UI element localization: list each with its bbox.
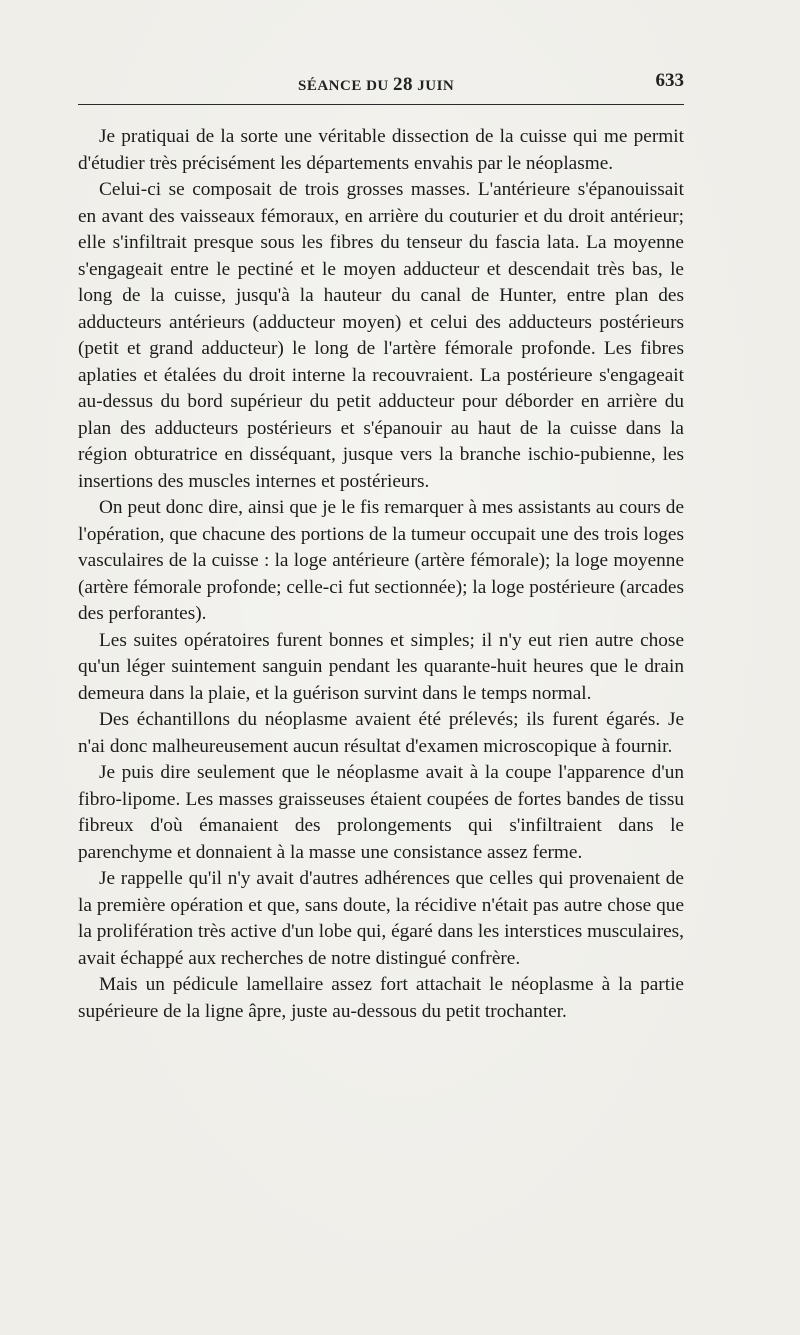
paragraph-1: Je pratiquai de la sorte une véritable dissection de la cuisse qui me permit d'étudier très précisément les départements envahis par le néoplasme. <box>78 126 684 174</box>
title-suffix: JUIN <box>413 78 455 94</box>
paragraph-2: Celui-ci se composait de trois grosses masses. L'antérieure s'épanouissait en avant des vaisseaux fémoraux, en arrière du couturier et du droit antérieur; elle s'infiltrait presque sous les fibres du tenseur du fascia lata. La moyenne s'engageait entre le pectiné et le moyen adducteur et descendait très bas, le long de la cuisse, jusqu'à la hauteur du canal de Hunter, entre plan des adducteurs antérieurs (adducteur moyen) et celui des adducteurs postérieurs (petit et grand adducteur) le long de l'artère fémorale profonde. Les fibres aplaties et étalées du droit interne la recouvraient. La postérieure s'engageait au-dessus du bord supérieur du petit adducteur pour déborder en arrière du plan des adducteurs postérieurs et s'épanouir au haut de la cuisse dans la région obturatrice en disséquant, jusque vers la branche ischio-pubienne, les insertions des muscles internes et postérieurs. <box>78 179 684 492</box>
body-text <box>78 124 684 1025</box>
paragraph-7: Je rappelle qu'il n'y avait d'autres adhérences que celles qui provenaient de la première opération et que, sans doute, la récidive n'était pas autre chose que la prolifération très active d'un lobe qui, égaré dans les interstices musculaires, avait échappé aux recherches de notre distingué confrère. <box>78 868 684 969</box>
title-prefix: SÉANCE DU <box>298 78 394 94</box>
running-head-title <box>298 74 454 96</box>
paragraph-4: Les suites opératoires furent bonnes et simples; il n'y eut rien autre chose qu'un léger suintement sanguin pendant les quarante-huit heures que le drain demeura dans la plaie, et la guérison survint dans le temps normal. <box>78 629 684 704</box>
page-number: 633 <box>655 70 684 91</box>
title-day: 28 <box>393 74 414 95</box>
paragraph-6: Je puis dire seulement que le néoplasme avait à la coupe l'apparence d'un fibro-lipome. Les masses graisseuses étaient coupées de fortes bandes de tissu fibreux d'où émanaient des prolongements qui s'infiltraient dans le parenchyme et donnaient à la masse une consistance assez ferme. <box>78 762 684 863</box>
running-head <box>78 66 684 96</box>
paragraph-3: On peut donc dire, ainsi que je le fis remarquer à mes assistants au cours de l'opération, que chacune des portions de la tumeur occupait une des trois loges vasculaires de la cuisse : la loge antérieure (artère fémorale); la loge moyenne (artère fémorale profonde; celle-ci fut sectionnée); la loge postérieure (arcades des perforantes). <box>78 497 684 624</box>
paragraph-5: Des échantillons du néoplasme avaient été prélevés; ils furent égarés. Je n'ai donc malheureusement aucun résultat d'examen microscopique à fournir. <box>78 709 684 757</box>
header-rule <box>78 104 684 105</box>
paragraph-8: Mais un pédicule lamellaire assez fort attachait le néoplasme à la partie supérieure de la ligne âpre, juste au-dessous du petit trochanter. <box>78 974 684 1022</box>
